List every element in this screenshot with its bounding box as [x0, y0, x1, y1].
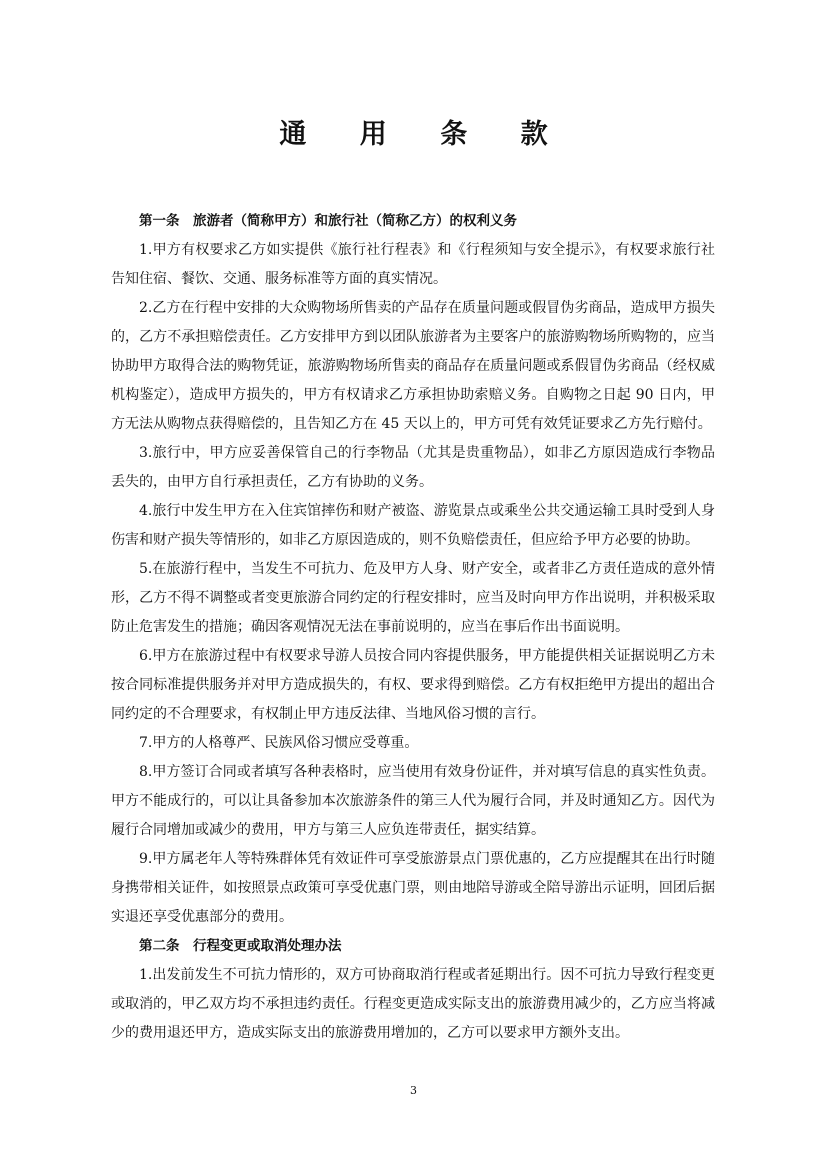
- section-heading: 第一条 旅游者（简称甲方）和旅行社（简称乙方）的权利义务: [139, 213, 517, 229]
- paragraph: 9.甲方属老年人等特殊群体凭有效证件可享受旅游景点门票优惠的，乙方应提醒其在出行时随身携带相关证件，如按照景点政策可享受优惠门票，则由地陪导游或全陪导游出示证明，回团后据实退还享受优惠部分的费用。: [111, 851, 715, 925]
- paragraph: 2.乙方在行程中安排的大众购物场所售卖的产品存在质量问题或假冒伪劣商品，造成甲方损失的，乙方不承担赔偿责任。乙方安排甲方到以团队旅游者为主要客户的旅游购物场所购物的，应当协助甲方取得合法的购物凭证，旅游购物场所售卖的商品存在质量问题或系假冒伪劣商品（经权威机构鉴定），造成甲方损失的，甲方有权请求乙方承担协助索赔义务。自购物之日起 90 日内，甲方无法从购物点获得赔偿的，且告知乙方在 45 天以上的，甲方可凭有效凭证要求乙方先行赔付。: [111, 300, 715, 432]
- page-number: 3: [410, 1084, 417, 1097]
- paragraph: 1.甲方有权要求乙方如实提供《旅行社行程表》和《行程须知与安全提示》，有权要求旅行社告知住宿、餐饮、交通、服务标准等方面的真实情况。: [111, 242, 715, 287]
- paragraph: 1.出发前发生不可抗力情形的，双方可协商取消行程或者延期出行。因不可抗力导致行程变更或取消的，甲乙双方均不承担违约责任。行程变更造成实际支出的旅游费用减少的，乙方应当将减少的费用退还甲方，造成实际支出的旅游费用增加的，乙方可以要求甲方额外支出。: [111, 967, 715, 1041]
- paragraph: 6.甲方在旅游过程中有权要求导游人员按合同内容提供服务，甲方能提供相关证据说明乙方未按合同标准提供服务并对甲方造成损失的，有权、要求得到赔偿。乙方有权拒绝甲方提出的超出合同约定的不合理要求，有权制止甲方违反法律、当地风俗习惯的言行。: [111, 648, 715, 722]
- section-2: [111, 932, 715, 1048]
- section-1: [111, 207, 715, 932]
- paragraph: 5.在旅游行程中，当发生不可抗力、危及甲方人身、财产安全，或者非乙方责任造成的意外情形，乙方不得不调整或者变更旅游合同约定的行程安排时，应当及时向甲方作出说明，并积极采取防止危害发生的措施；确因客观情况无法在事前说明的，应当在事后作出书面说明。: [111, 561, 715, 635]
- document-title: 通 用 条 款: [279, 119, 570, 150]
- paragraph: 7.甲方的人格尊严、民族风俗习惯应受尊重。: [139, 735, 419, 751]
- paragraph: 3.旅行中，甲方应妥善保管自己的行李物品（尤其是贵重物品），如非乙方原因造成行李物品丢失的，由甲方自行承担责任，乙方有协助的义务。: [111, 445, 715, 490]
- document-body: [111, 207, 715, 1048]
- paragraph: 4.旅行中发生甲方在入住宾馆摔伤和财产被盗、游览景点或乘坐公共交通运输工具时受到人身伤害和财产损失等情形的，如非乙方原因造成的，则不负赔偿责任，但应给予甲方必要的协助。: [111, 503, 715, 548]
- paragraph: 8.甲方签订合同或者填写各种表格时，应当使用有效身份证件，并对填写信息的真实性负责。甲方不能成行的，可以让具备参加本次旅游条件的第三人代为履行合同，并及时通知乙方。因代为履行合同增加或减少的费用，甲方与第三人应负连带责任，据实结算。: [111, 764, 715, 838]
- section-heading: 第二条 行程变更或取消处理办法: [139, 938, 342, 954]
